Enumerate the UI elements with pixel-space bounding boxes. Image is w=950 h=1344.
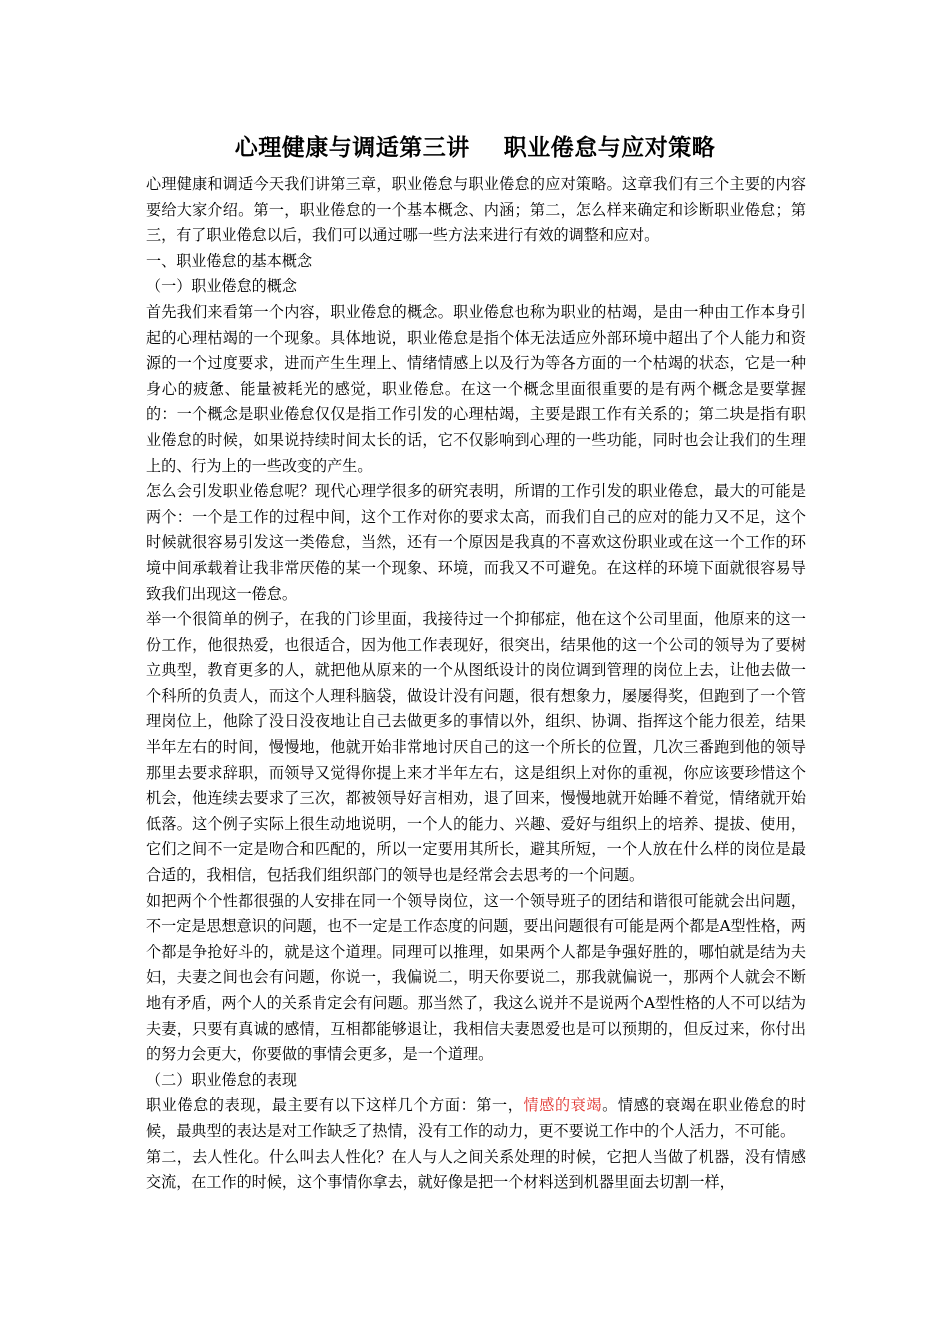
subsection-heading: （一）职业倦怠的概念 (146, 277, 297, 296)
paragraph-text: 。情感的衰竭在职业倦怠的时候，最典型的表达是对工作缺乏了热情，没有工作的动力，更不要说工作中的个人活力，不可能。 (146, 1096, 806, 1140)
paragraph: 第二，去人性化。什么叫去人性化？在人与人之间关系处理的时候，它把人当做了机器，没有情感交流，在工作的时候，这个事情你拿去，就好像是把一个材料送到机器里面去切割一样， (146, 1147, 806, 1192)
paragraph-text: 职业倦怠的表现，最主要有以下这样几个方面：第一， (146, 1096, 524, 1115)
paragraph: 如把两个个性都很强的人安排在同一个领导岗位，这一个领导班子的团结和谐很可能就会出问题，不一定是思想意识的问题，也不一定是工作态度的问题，要出问题很有可能是两个都是A型性格，两个都是争抢好斗的，就是这个道理。同理可以推理，如果两个人都是争强好胜的，哪怕就是结为夫妇，夫妻之间也会有问题，你说一，我偏说二，明天你要说二，那我就偏说一，那两个人就会不断地有矛盾，两个人的关系肯定会有问题。那当然了，我这么说并不是说两个A型性格的人不可以结为夫妻，只要有真诚的感情，互相都能够退让，我相信夫妻恩爱也是可以预期的，但反过来，你付出的努力会更大，你要做的事情会更多，是一个道理。 (146, 891, 806, 1064)
page-title: 心理健康与调适第三讲 职业倦怠与应对策略 (234, 134, 716, 161)
subsection-heading: （二）职业倦怠的表现 (146, 1070, 297, 1089)
paragraph (146, 1093, 806, 1144)
intro-paragraph: 心理健康和调适今天我们讲第三章，职业倦怠与职业倦怠的应对策略。这章我们有三个主要的内容要给大家介绍。第一，职业倦怠的一个基本概念、内涵；第二，怎么样来确定和诊断职业倦怠；第三，有了职业倦怠以后，我们可以通过哪一些方法来进行有效的调整和应对。 (146, 175, 806, 245)
document-body (146, 172, 806, 1196)
paragraph: 怎么会引发职业倦怠呢？现代心理学很多的研究表明，所谓的工作引发的职业倦怠，最大的可能是两个：一个是工作的过程中间，这个工作对你的要求太高，而我们自己的应对的能力又不足，这个时候就很容易引发这一类倦怠，当然，还有一个原因是我真的不喜欢这份职业或在这一个工作的环境中间承载着让我非常厌倦的某一个现象、环境，而我又不可避免。在这样的环境下面就很容易导致我们出现这一倦怠。 (146, 482, 806, 603)
highlighted-term: 情感的衰竭 (523, 1096, 603, 1115)
paragraph: 首先我们来看第一个内容，职业倦怠的概念。职业倦怠也称为职业的枯竭，是由一种由工作本身引起的心理枯竭的一个现象。具体地说，职业倦怠是指个体无法适应外部环境中超出了个人能力和资源的一个过度要求，进而产生生理上、情绪情感上以及行为等各方面的一个枯竭的状态，它是一种身心的疲惫、能量被耗光的感觉，职业倦怠。在这一个概念里面很重要的是有两个概念是要掌握的：一个概念是职业倦怠仅仅是指工作引发的心理枯竭，主要是跟工作有关系的；第二块是指有职业倦怠的时候，如果说持续时间太长的话，它不仅影响到心理的一些功能，同时也会让我们的生理上的、行为上的一些改变的产生。 (146, 302, 806, 475)
section-heading: 一、职业倦怠的基本概念 (146, 251, 313, 270)
paragraph: 举一个很简单的例子，在我的门诊里面，我接待过一个抑郁症，他在这个公司里面，他原来的这一份工作，他很热爱，也很适合，因为他工作表现好，很突出，结果他的这一个公司的领导为了要树立典型，教育更多的人，就把他从原来的一个从图纸设计的岗位调到管理的岗位上去，让他去做一个科所的负责人，而这个人理科脑袋，做设计没有问题，很有想象力，屡屡得奖，但跑到了一个管理岗位上，他除了没日没夜地让自己去做更多的事情以外，组织、协调、指挥这个能力很差，结果半年左右的时间，慢慢地，他就开始非常地讨厌自己的这一个所长的位置，几次三番跑到他的领导那里去要求辞职，而领导又觉得你提上来才半年左右，这是组织上对你的重视，你应该要珍惜这个机会，他连续去要求了三次，都被领导好言相劝，退了回来，慢慢地就开始睡不着觉，情绪就开始低落。这个例子实际上很生动地说明，一个人的能力、兴趣、爱好与组织上的培养、提拔、使用，它们之间不一定是吻合和匹配的，所以一定要用其所长，避其所短，一个人放在什么样的岗位是最合适的，我相信，包括我们组织部门的领导也是经常会去思考的一个问题。 (146, 610, 806, 885)
